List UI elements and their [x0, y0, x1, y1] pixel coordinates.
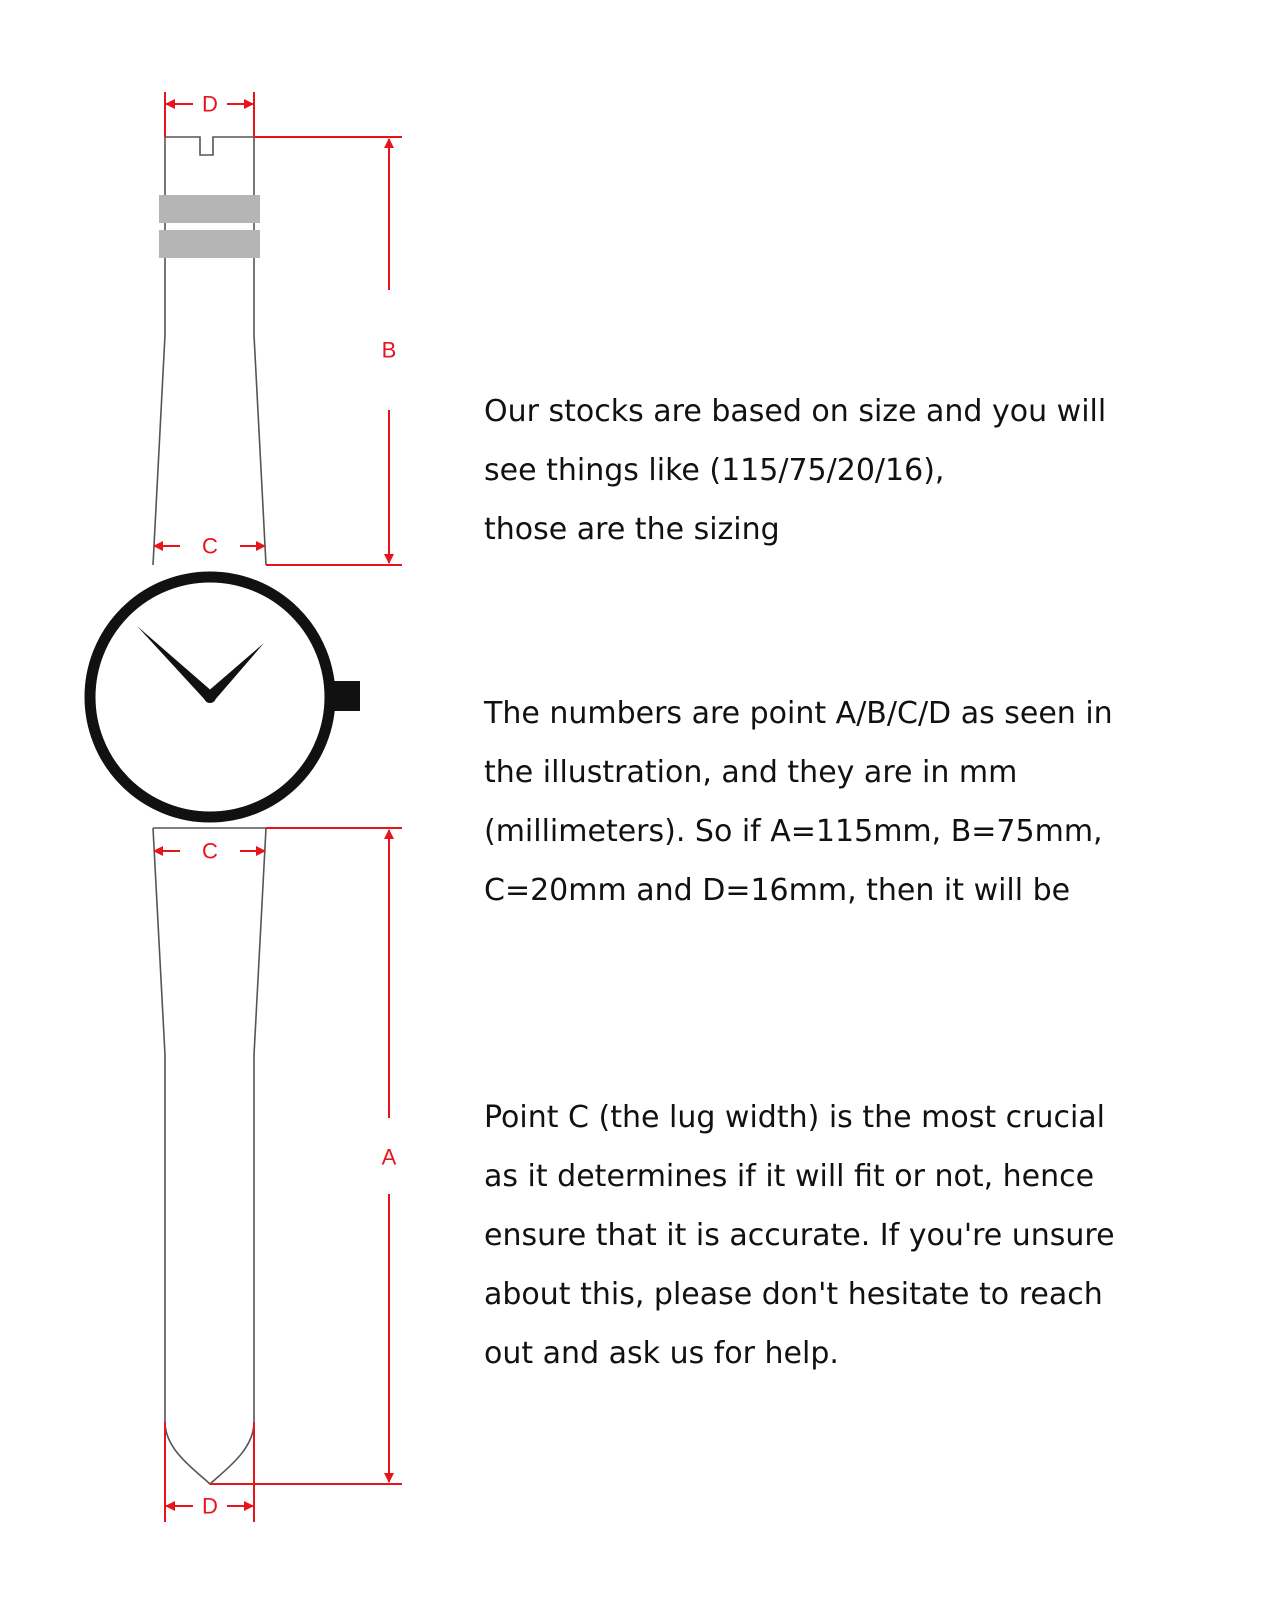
- text-line: as it determines if it will fit or not, hence: [484, 1159, 1095, 1194]
- dimension-b: [254, 137, 402, 565]
- text-line: (millimeters). So if A=115mm, B=75mm,: [484, 814, 1103, 849]
- watch-center-pin: [204, 691, 216, 703]
- label-a: A: [381, 1144, 397, 1170]
- label-d-top: D: [202, 91, 218, 117]
- label-c-bottom: C: [202, 838, 218, 864]
- label-b: B: [381, 337, 397, 363]
- text-line: the illustration, and they are in mm: [484, 755, 1018, 790]
- dimension-a: [210, 828, 402, 1484]
- text-line: see things like (115/75/20/16),: [484, 453, 945, 488]
- bottom-strap-outline: [153, 828, 266, 1484]
- text-line: ensure that it is accurate. If you're unsure: [484, 1218, 1115, 1253]
- text-line: Point C (the lug width) is the most crucial: [484, 1100, 1106, 1135]
- sizing-explanation-paragraph: [484, 684, 1234, 920]
- text-line: out and ask us for help.: [484, 1336, 839, 1371]
- top-strap: [153, 137, 266, 565]
- label-c-top: C: [202, 533, 218, 559]
- bottom-strap: [153, 828, 266, 1484]
- sizing-intro-paragraph: [484, 382, 1234, 559]
- strap-keeper-1: [159, 195, 260, 223]
- label-d-bottom: D: [202, 1493, 218, 1519]
- watch-case: [90, 577, 360, 817]
- strap-keeper-2: [159, 230, 260, 258]
- text-line: Our stocks are based on size and you will: [484, 394, 1107, 429]
- text-line: those are the sizing: [484, 512, 780, 547]
- text-line: C=20mm and D=16mm, then it will be: [484, 873, 1071, 908]
- text-line: The numbers are point A/B/C/D as seen in: [484, 696, 1113, 731]
- lug-width-note-paragraph: [484, 1088, 1234, 1383]
- text-line: about this, please don't hesitate to reach: [484, 1277, 1103, 1312]
